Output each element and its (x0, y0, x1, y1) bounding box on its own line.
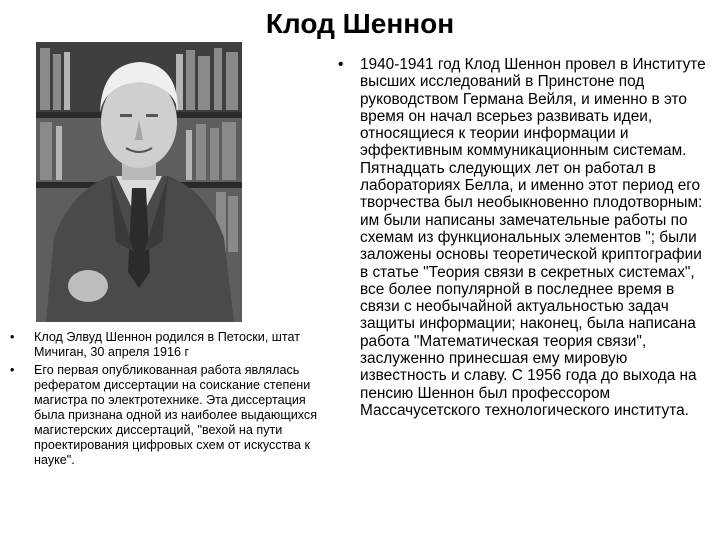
right-bullet-list (338, 56, 714, 419)
list-item (10, 330, 320, 360)
left-bullet-list (10, 330, 320, 471)
bullet-text: Клод Элвуд Шеннон родился в Петоски, штат Мичиган, 30 апреля 1916 г (34, 330, 301, 359)
bullet-glyph: • (10, 363, 15, 377)
bullet-glyph: • (338, 56, 344, 73)
list-item (338, 56, 714, 419)
bullet-text: Его первая опубликованная работа являлась рефератом диссертации на соискание степени магистра по электротехнике. Эта диссертация была признана одной из наиболее выдающихся магистерских диссертаций, "вехой на пути проектирования цифровых схем от искусства к науке". (34, 363, 318, 467)
slide-title: Клод Шеннон (265, 8, 455, 39)
portrait-photo (36, 42, 242, 322)
bullet-glyph: • (10, 330, 15, 344)
bullet-text: 1940-1941 год Клод Шеннон провел в Институте высших исследований в Принстоне под руководством Германа Вейля, и именно в это время он начал всерьез развивать идеи, относящиеся к теории информации и эффективным коммуникационным системам. Пятнадцать следующих лет он работал в лабораториях Белла, и именно этот период его творчества был необыкновенно плодотворным: им были написаны замечательные работы по схемам из функциональных элементов "; были заложены основы теоретической криптографии в статье "Теория связи в секретных системах", все более популярной в последнее время в связи с необычайной актуальностью задач защиты информации; наконец, была написана работа "Математическая теория связи", заслуженно принесшая ему мировую известность и славу. С 1956 года до выхода на пенсию Шеннон был профессором Массачусетского технологического института. (360, 56, 706, 419)
list-item (10, 363, 320, 468)
